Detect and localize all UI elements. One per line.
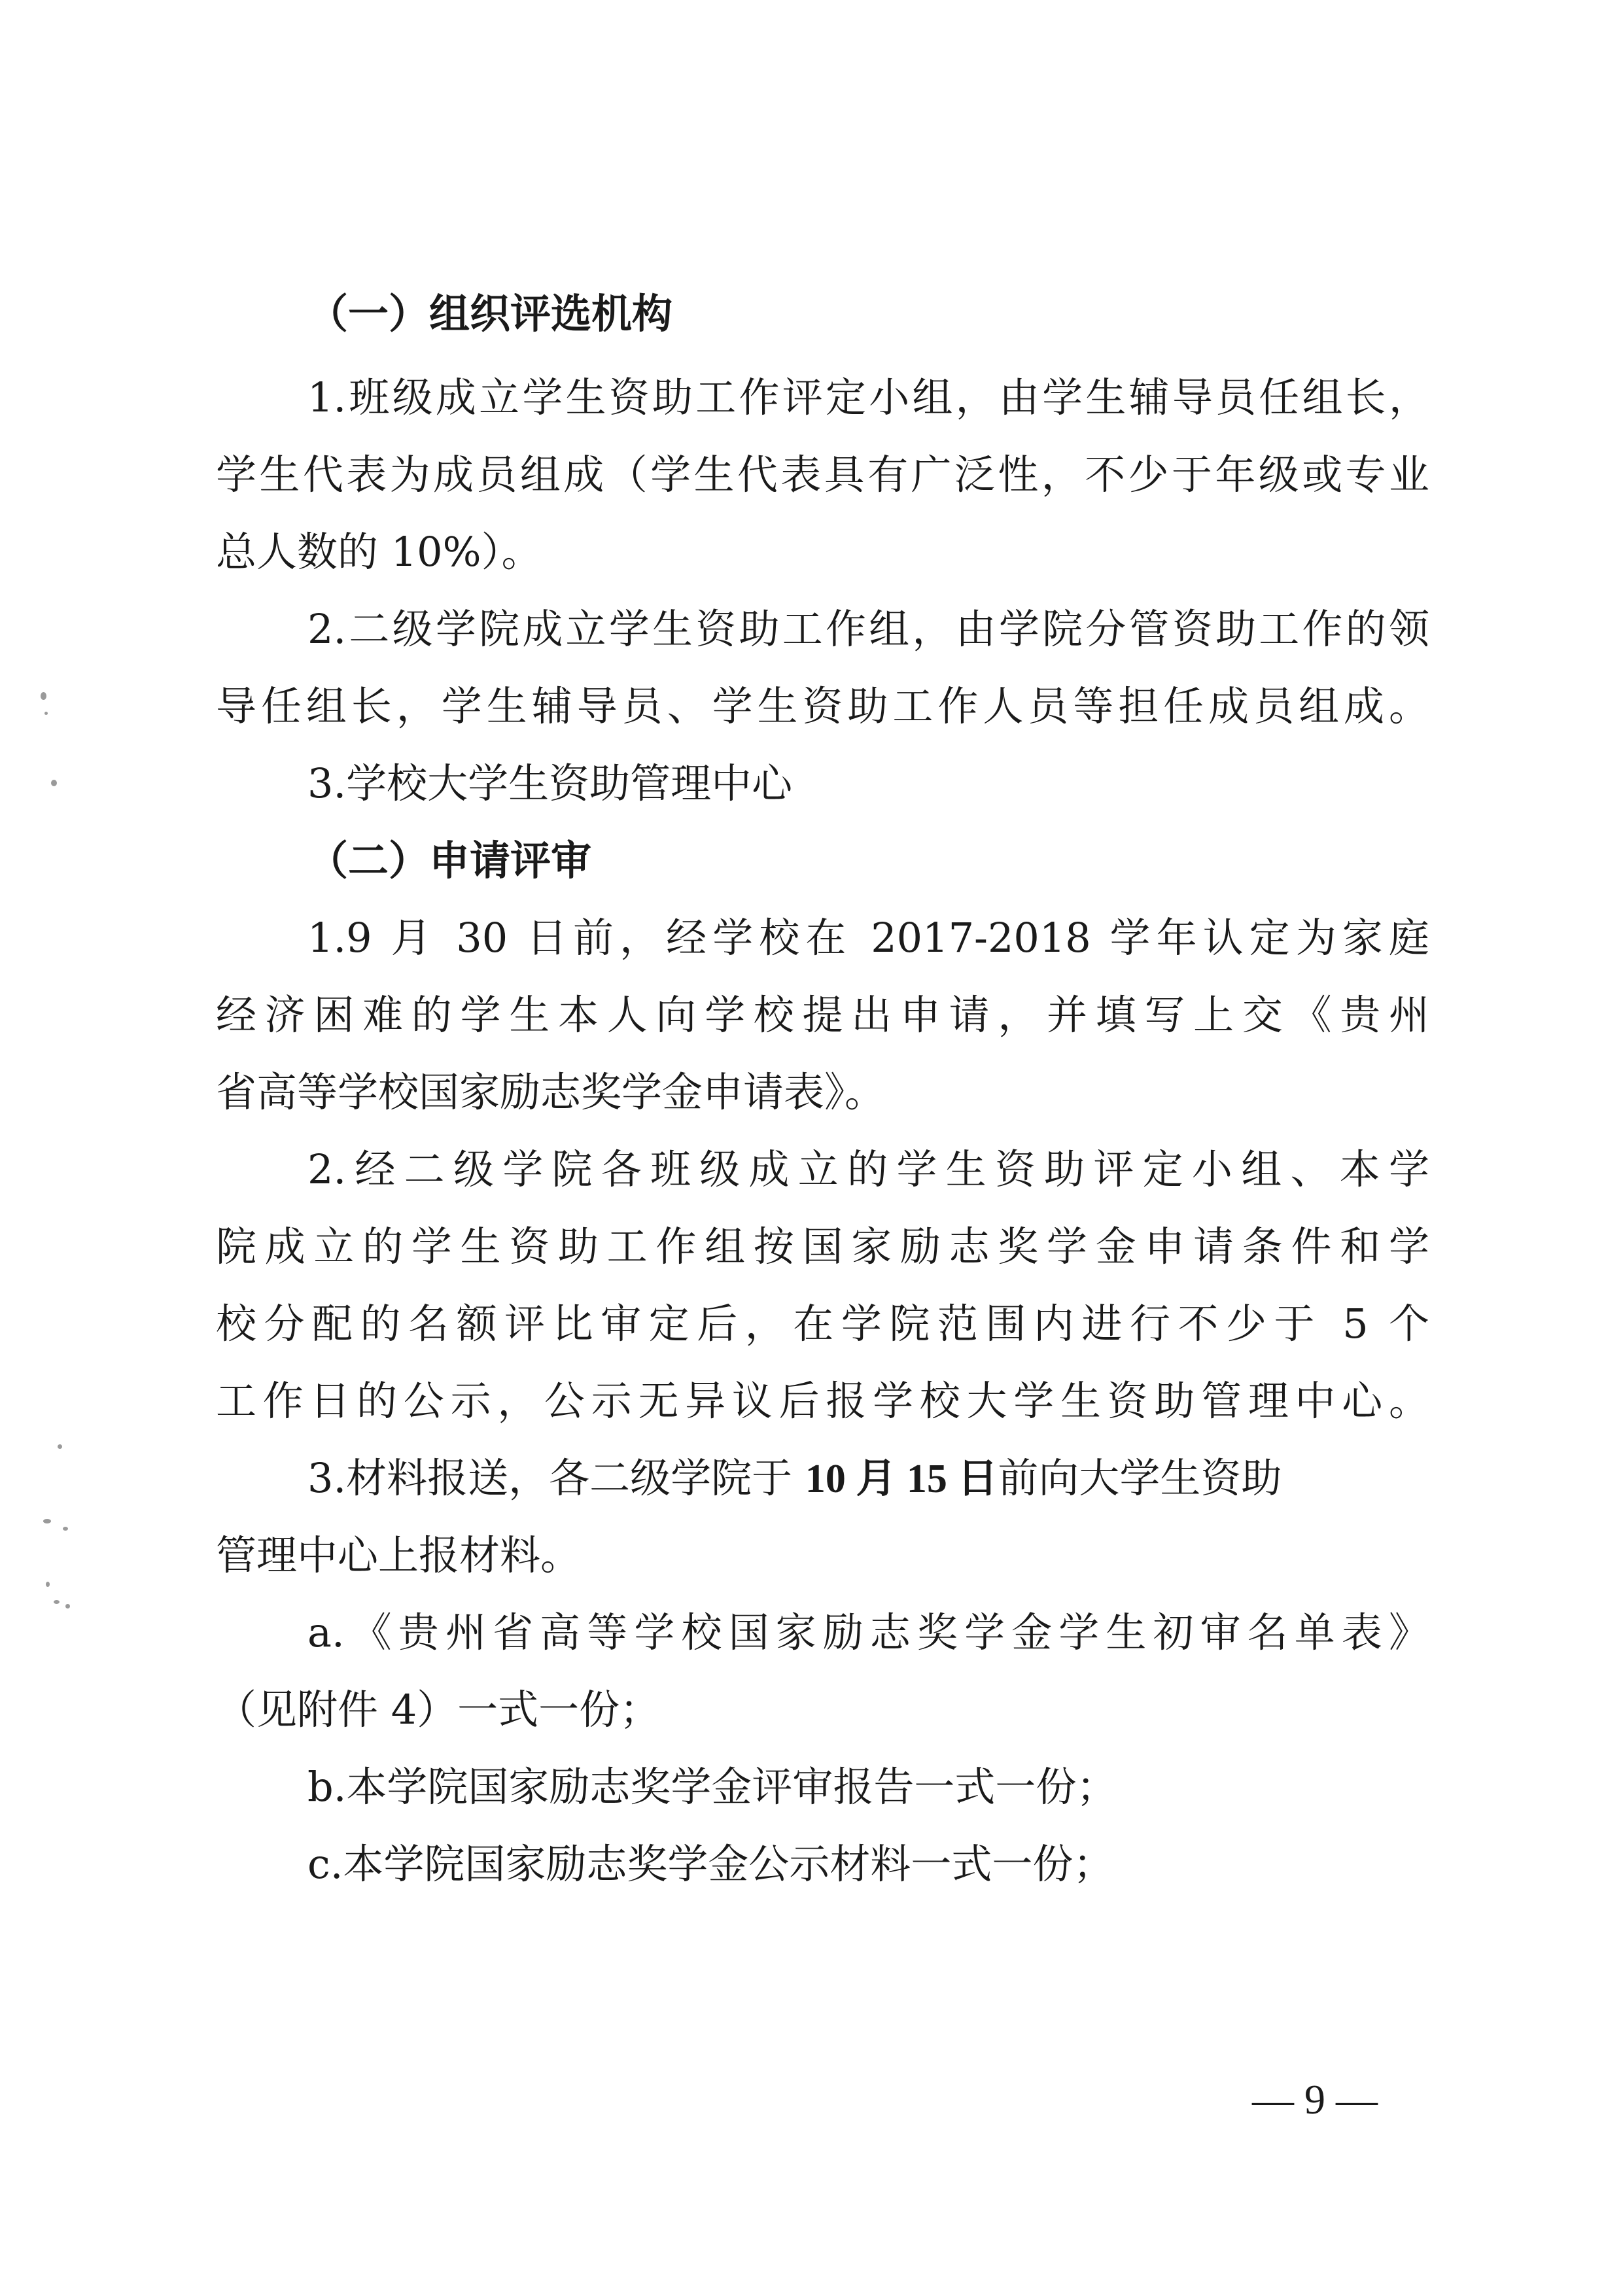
scan-speck [63, 1527, 68, 1531]
paragraph-line: 1.9 月 30 日前，经学校在 2017-2018 学年认定为家庭 [307, 914, 1429, 962]
list-item: a.《贵州省高等学校国家励志奖学金学生初审名单表》 [307, 1609, 1429, 1656]
paragraph-line: 1.班级成立学生资助工作评定小组，由学生辅导员任组长， [307, 374, 1429, 421]
paragraph-line: 省高等学校国家励志奖学金申请表》。 [216, 1068, 886, 1116]
scan-speck [41, 692, 46, 700]
section-heading-application: （二）申请评审 [307, 837, 592, 884]
paragraph-line: 3.学校大学生资助管理中心 [307, 759, 793, 807]
paragraph-line: 学生代表为成员组成（学生代表具有广泛性，不少于年级或专业 [216, 451, 1429, 498]
scan-speck [65, 1604, 70, 1609]
scan-speck [54, 1600, 60, 1604]
scan-speck [58, 1444, 62, 1449]
scan-speck [46, 1582, 50, 1587]
list-item: c.本学院国家励志奖学金公示材料一式一份； [307, 1840, 1114, 1888]
paragraph-text: 3.材料报送，各二级学院于 [307, 1454, 805, 1502]
scan-speck [43, 1519, 51, 1523]
scan-speck [44, 712, 48, 715]
paragraph-line: 经济困难的学生本人向学校提出申请，并填写上交《贵州 [216, 991, 1429, 1039]
list-item: （见附件 4）一式一份； [216, 1686, 661, 1733]
list-item: b.本学院国家励志奖学金评审报告一式一份； [307, 1763, 1117, 1811]
paragraph-line: 管理中心上报材料。 [216, 1531, 582, 1579]
paragraph-text: 前向大学生资助 [998, 1454, 1282, 1502]
paragraph-line: 院成立的学生资助工作组按国家励志奖学金申请条件和学 [216, 1223, 1429, 1270]
paragraph-line: 2.二级学院成立学生资助工作组，由学院分管资助工作的领 [307, 605, 1429, 653]
paragraph-line: 工作日的公示，公示无异议后报学校大学生资助管理中心。 [216, 1377, 1429, 1425]
scan-speck [51, 780, 57, 786]
paragraph-line: 导任组长，学生辅导员、学生资助工作人员等担任成员组成。 [216, 682, 1429, 730]
section-heading-organization: （一）组织评选机构 [307, 290, 673, 338]
page-number: — 9 — [1252, 2076, 1378, 2123]
paragraph-line: 2.经二级学院各班级成立的学生资助评定小组、本学 [307, 1145, 1429, 1193]
paragraph-line: 校分配的名额评比审定后，在学院范围内进行不少于 5 个 [216, 1300, 1429, 1348]
paragraph-line [307, 1439, 1429, 1518]
paragraph-line: 总人数的 10%）。 [216, 528, 542, 576]
deadline-date: 10 月 15 日 [805, 1457, 998, 1501]
